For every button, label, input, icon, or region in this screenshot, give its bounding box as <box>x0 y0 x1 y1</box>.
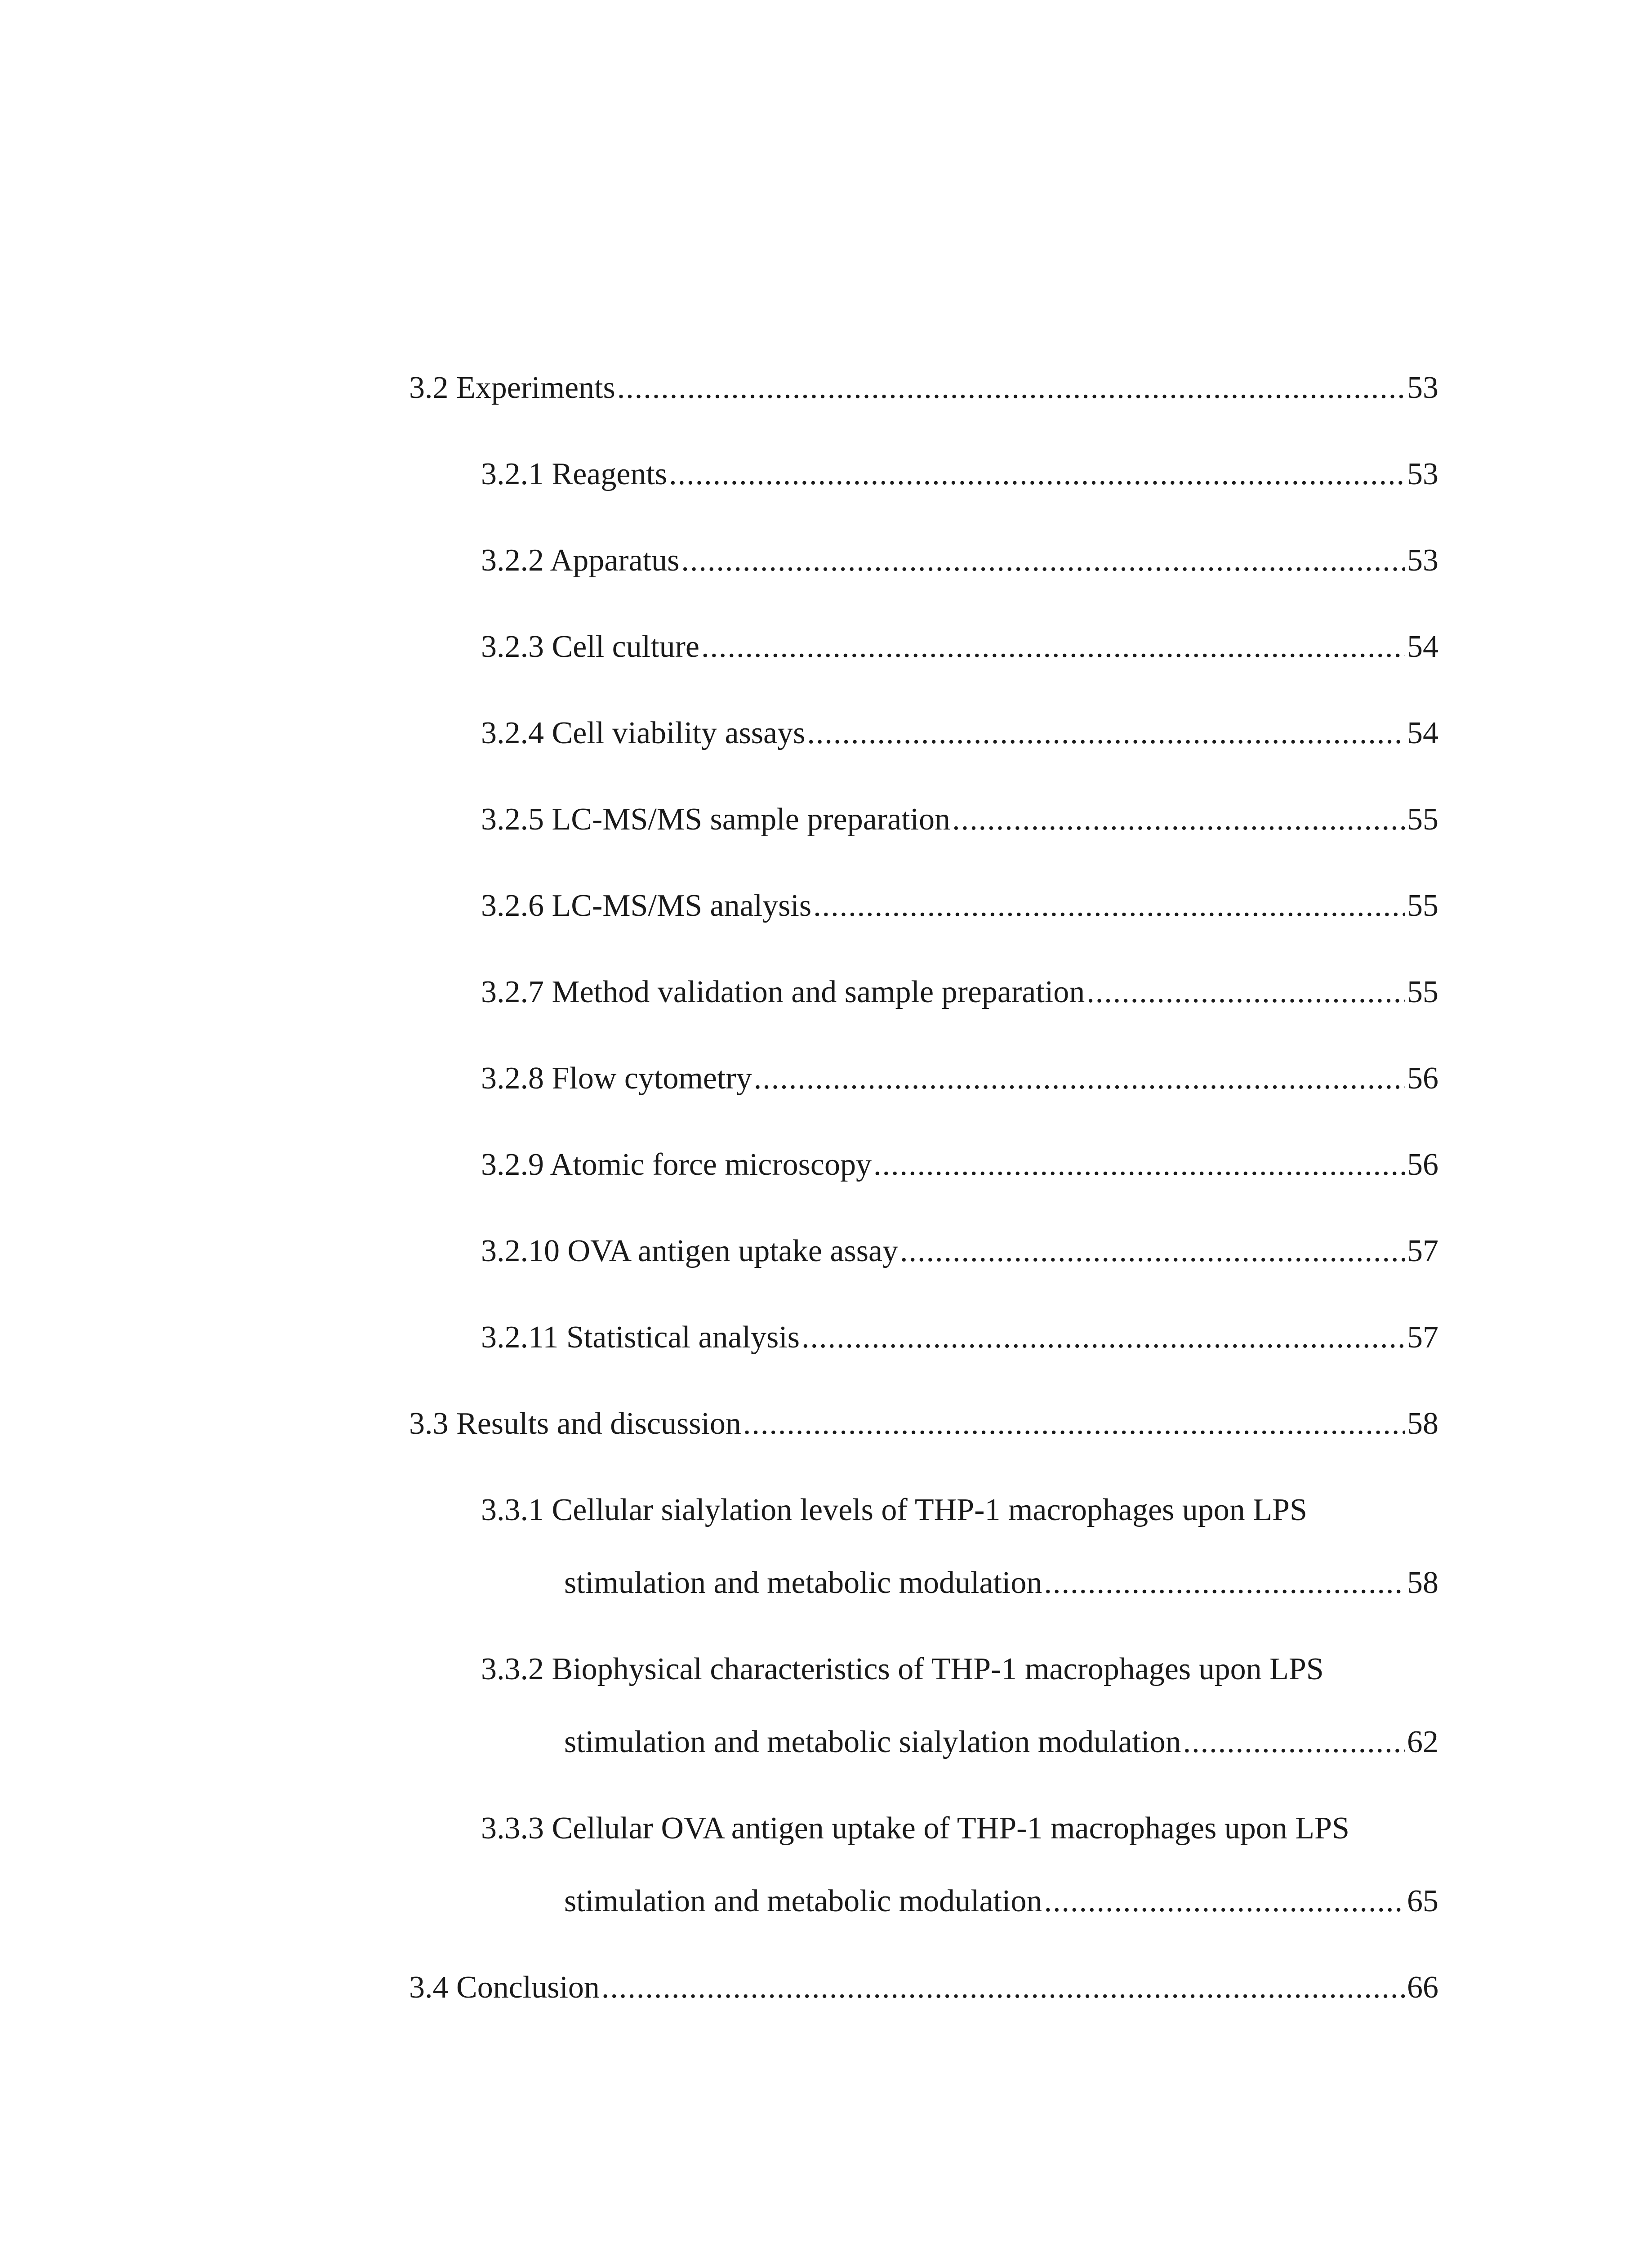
toc-entry-label-continued: stimulation and metabolic modulation <box>564 1566 1042 1600</box>
toc-entry-label: 3.3.3 Cellular OVA antigen uptake of THP-1 macrophages upon LPS <box>481 1811 1349 1846</box>
table-of-contents <box>409 370 1438 2006</box>
dot-leader <box>617 370 1405 406</box>
toc-page-number: 54 <box>1407 629 1438 664</box>
toc-entry <box>409 715 1438 752</box>
toc-entry <box>409 801 1438 838</box>
dot-leader <box>1086 974 1405 1011</box>
toc-entry <box>409 1319 1438 1356</box>
toc-entry <box>409 1651 1438 1761</box>
toc-entry-label: 3.2.7 Method validation and sample preparation <box>481 975 1085 1009</box>
toc-page-number: 54 <box>1407 716 1438 750</box>
dot-leader <box>952 801 1405 838</box>
toc-entry <box>409 542 1438 579</box>
toc-entry <box>409 1492 1438 1601</box>
toc-page-number: 57 <box>1407 1320 1438 1355</box>
toc-entry-label: 3.2.1 Reagents <box>481 457 668 491</box>
toc-page-number: 58 <box>1407 1566 1438 1600</box>
toc-entry-label: 3.2 Experiments <box>409 370 615 405</box>
toc-entry-label: 3.2.6 LC-MS/MS analysis <box>481 888 812 923</box>
toc-entry <box>409 1810 1438 1920</box>
toc-page-number: 55 <box>1407 888 1438 923</box>
toc-entry <box>409 1969 1438 2006</box>
dot-leader <box>1044 1565 1405 1601</box>
toc-entry <box>409 974 1438 1011</box>
toc-entry <box>409 1233 1438 1270</box>
toc-entry-label: 3.2.2 Apparatus <box>481 543 680 578</box>
dot-leader <box>754 1060 1405 1097</box>
toc-entry-label: 3.3.1 Cellular sialylation levels of THP-1 macrophages upon LPS <box>481 1493 1307 1527</box>
toc-entry <box>409 456 1438 493</box>
toc-entry-label: 3.2.11 Statistical analysis <box>481 1320 800 1355</box>
toc-page-number: 53 <box>1407 370 1438 405</box>
toc-page-number: 56 <box>1407 1147 1438 1182</box>
dot-leader <box>601 1969 1405 2006</box>
toc-entry-label: 3.2.4 Cell viability assays <box>481 716 806 750</box>
dot-leader <box>681 542 1405 579</box>
toc-page-number: 56 <box>1407 1061 1438 1096</box>
dot-leader <box>1183 1724 1405 1761</box>
toc-page-number: 53 <box>1407 543 1438 578</box>
toc-entry <box>409 1060 1438 1097</box>
toc-entry <box>409 629 1438 665</box>
dot-leader <box>743 1405 1405 1442</box>
dot-leader <box>900 1233 1405 1270</box>
toc-entry-label: 3.3 Results and discussion <box>409 1406 741 1441</box>
toc-page-number: 55 <box>1407 975 1438 1009</box>
toc-page-number: 55 <box>1407 802 1438 837</box>
toc-page-number: 65 <box>1407 1884 1438 1918</box>
toc-entry-label: 3.4 Conclusion <box>409 1970 600 2005</box>
toc-page-number: 62 <box>1407 1725 1438 1759</box>
toc-page-number: 66 <box>1407 1970 1438 2005</box>
toc-entry-label-continued: stimulation and metabolic modulation <box>564 1884 1042 1918</box>
dot-leader <box>807 715 1405 752</box>
toc-entry-label: 3.2.3 Cell culture <box>481 629 700 664</box>
toc-entry <box>409 1146 1438 1183</box>
toc-page-number: 53 <box>1407 457 1438 491</box>
dot-leader <box>669 456 1405 493</box>
dot-leader <box>873 1146 1405 1183</box>
toc-entry <box>409 370 1438 406</box>
toc-entry-label: 3.2.8 Flow cytometry <box>481 1061 752 1096</box>
toc-entry-label-continued: stimulation and metabolic sialylation modulation <box>564 1725 1181 1759</box>
toc-entry-label: 3.3.2 Biophysical characteristics of THP-1 macrophages upon LPS <box>481 1652 1324 1686</box>
toc-entry-label: 3.2.9 Atomic force microscopy <box>481 1147 872 1182</box>
toc-entry-label: 3.2.10 OVA antigen uptake assay <box>481 1234 899 1268</box>
toc-entry-label: 3.2.5 LC-MS/MS sample preparation <box>481 802 951 837</box>
toc-page-number: 57 <box>1407 1234 1438 1268</box>
dot-leader <box>1044 1883 1405 1920</box>
toc-entry <box>409 1405 1438 1442</box>
dot-leader <box>813 888 1405 924</box>
toc-page-number: 58 <box>1407 1406 1438 1441</box>
dot-leader <box>701 629 1405 665</box>
dot-leader <box>802 1319 1405 1356</box>
toc-entry <box>409 888 1438 924</box>
